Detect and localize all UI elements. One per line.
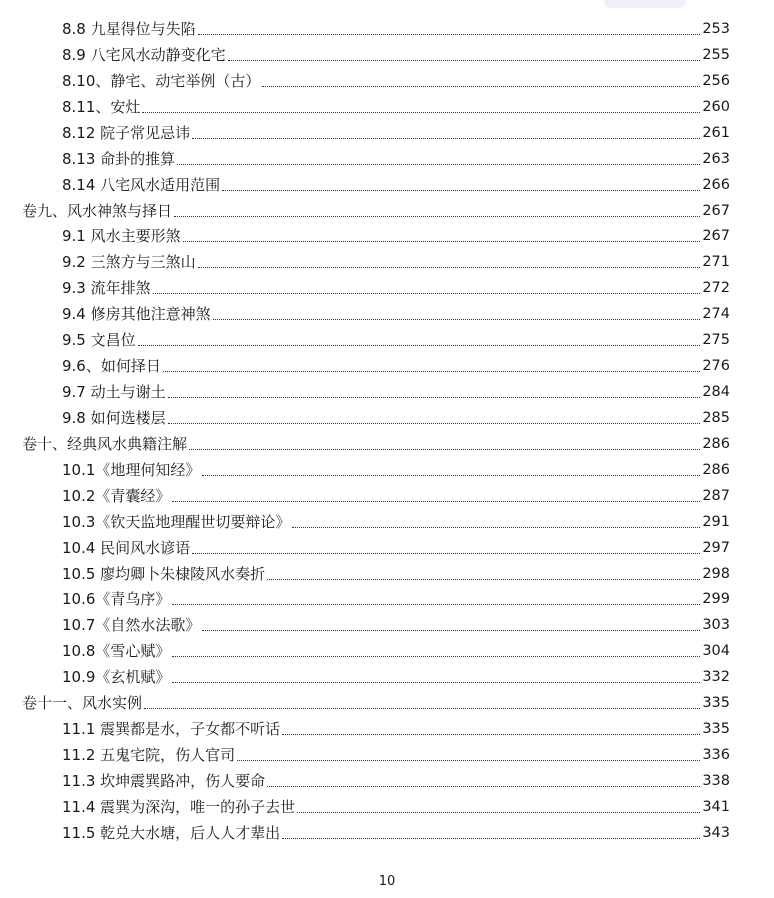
toc-entry[interactable] xyxy=(62,171,730,195)
dot-leader xyxy=(222,190,700,191)
dot-leader xyxy=(262,86,700,87)
dot-leader xyxy=(172,501,700,502)
dot-leader xyxy=(172,604,700,605)
toc-entry-page: 263 xyxy=(702,150,730,167)
toc-entry-page: 276 xyxy=(702,358,730,375)
toc-entry-page: 266 xyxy=(702,176,730,193)
toc-entry-page: 256 xyxy=(702,72,730,89)
toc-entry-label: 9.5 文昌位 xyxy=(62,331,136,350)
toc-entry[interactable] xyxy=(62,145,730,169)
toc-entry-page: 267 xyxy=(702,228,730,245)
toc-entry-page: 285 xyxy=(702,409,730,426)
toc-entry[interactable] xyxy=(62,300,730,324)
toc-entry[interactable] xyxy=(62,67,730,91)
dot-leader xyxy=(189,449,700,450)
toc-entry-label: 11.3 坎坤震巽路冲，伤人要命 xyxy=(62,771,266,790)
dot-leader xyxy=(172,656,700,657)
toc-entry-label: 卷十一、风水实例 xyxy=(22,694,143,713)
toc-entry-page: 271 xyxy=(702,254,730,271)
toc-entry-label: 10.3《钦天监地理醒世切要辩论》 xyxy=(62,512,291,531)
toc-entry-page: 272 xyxy=(702,280,730,297)
toc-entry[interactable] xyxy=(62,585,730,609)
toc-entry[interactable] xyxy=(62,222,730,246)
dot-leader xyxy=(213,319,701,320)
dot-leader xyxy=(153,293,701,294)
dot-leader xyxy=(198,34,701,35)
toc-entry-page: 261 xyxy=(702,124,730,141)
toc-entry-page: 343 xyxy=(702,824,730,841)
toc-entry-page: 275 xyxy=(702,332,730,349)
toc-entry-page: 255 xyxy=(702,46,730,63)
toc-entry-label: 9.8 如何选楼层 xyxy=(62,408,166,427)
toc-entry-page: 336 xyxy=(702,747,730,764)
toc-entry[interactable] xyxy=(62,560,730,584)
toc-entry[interactable] xyxy=(62,404,730,428)
dot-leader xyxy=(228,60,701,61)
toc-entry[interactable] xyxy=(62,767,730,791)
toc-entry[interactable] xyxy=(62,715,730,739)
toc-entry[interactable] xyxy=(62,274,730,298)
toc-entry[interactable] xyxy=(62,378,730,402)
toc-chapter-entry[interactable] xyxy=(22,689,730,713)
toc-entry-page: 335 xyxy=(702,721,730,738)
toc-entry[interactable] xyxy=(62,326,730,350)
toc-entry-page: 274 xyxy=(702,306,730,323)
toc-entry-label: 10.1《地理何知经》 xyxy=(62,460,201,479)
toc-entry-label: 10.7《自然水法歌》 xyxy=(62,616,201,635)
toc-entry-label: 卷九、风水神煞与择日 xyxy=(22,201,173,220)
toc-entry-label: 10.9《玄机赋》 xyxy=(62,668,171,687)
page-number: 10 xyxy=(378,874,396,889)
dot-leader xyxy=(144,708,700,709)
toc-entry-label: 9.1 风水主要形煞 xyxy=(62,227,181,246)
dot-leader xyxy=(297,812,700,813)
dot-leader xyxy=(292,527,700,528)
toc-entry-page: 341 xyxy=(702,798,730,815)
dot-leader xyxy=(138,345,701,346)
toc-entry-label: 9.3 流年排煞 xyxy=(62,279,151,298)
toc-entry-page: 299 xyxy=(702,591,730,608)
dot-leader xyxy=(282,838,700,839)
toc-entry[interactable] xyxy=(62,41,730,65)
toc-entry[interactable] xyxy=(62,819,730,843)
toc-entry-label: 8.8 九星得位与失陷 xyxy=(62,20,196,38)
toc-entry-page: 304 xyxy=(702,643,730,660)
toc-entry[interactable] xyxy=(62,93,730,117)
toc-entry-label: 9.4 修房其他注意神煞 xyxy=(62,305,211,324)
dot-leader xyxy=(163,371,700,372)
dot-leader xyxy=(202,475,700,476)
dot-leader xyxy=(168,423,701,424)
toc-entry-label: 11.4 震巽为深沟，唯一的孙子去世 xyxy=(62,797,296,816)
toc-entry-page: 287 xyxy=(702,487,730,504)
toc-entry[interactable] xyxy=(62,793,730,817)
toc-entry-label: 11.2 五鬼宅院，伤人官司 xyxy=(62,746,236,765)
toc-entry-page: 338 xyxy=(702,772,730,789)
toc-entry-label: 8.10、静宅、动宅举例（古） xyxy=(62,71,261,90)
toc-entry-label: 8.14 八宅风水适用范围 xyxy=(62,175,221,194)
toc-entry-page: 284 xyxy=(702,384,730,401)
dot-leader xyxy=(237,760,700,761)
dot-leader xyxy=(267,579,700,580)
toc-chapter-entry[interactable] xyxy=(22,197,730,221)
toc-entry-label: 卷十、经典风水典籍注解 xyxy=(22,434,188,453)
dot-leader xyxy=(267,786,700,787)
toc-entry-label: 9.6、如何择日 xyxy=(62,357,161,376)
toc-entry[interactable] xyxy=(62,482,730,506)
dot-leader xyxy=(183,241,701,242)
dot-leader xyxy=(174,216,700,217)
dot-leader xyxy=(177,164,700,165)
dot-leader xyxy=(172,682,700,683)
dot-leader xyxy=(202,630,700,631)
toc-entry-page: 291 xyxy=(702,513,730,530)
toc-entry[interactable] xyxy=(62,119,730,143)
dot-leader xyxy=(192,138,700,139)
toc-chapter-entry[interactable] xyxy=(22,430,730,454)
toc-entry-label: 9.7 动土与谢土 xyxy=(62,383,166,402)
toc-entry[interactable] xyxy=(62,637,730,661)
toc-entry[interactable] xyxy=(62,456,730,480)
toc-entry[interactable] xyxy=(62,352,730,376)
toc-entry-label: 11.1 震巽都是水，子女都不听话 xyxy=(62,720,281,739)
dot-leader xyxy=(142,112,700,113)
toc-entry[interactable] xyxy=(62,534,730,558)
toc-entry-page: 332 xyxy=(702,669,730,686)
toc-entry-label: 10.4 民间风水谚语 xyxy=(62,538,191,557)
toc-entry-label: 10.6《青乌序》 xyxy=(62,590,171,609)
toc-entry-label: 11.5 乾兑大水塘，后人人才辈出 xyxy=(62,823,281,842)
toc-entry[interactable] xyxy=(62,611,730,635)
toc-entry-label: 8.11、安灶 xyxy=(62,97,141,116)
dot-leader xyxy=(282,734,700,735)
toc-entry-label: 9.2 三煞方与三煞山 xyxy=(62,253,196,272)
toc-entry-page: 253 xyxy=(702,21,730,37)
dot-leader xyxy=(192,553,700,554)
toc-entry-label: 8.13 命卦的推算 xyxy=(62,149,176,168)
toc-entry[interactable] xyxy=(62,663,730,687)
toc-entry-page: 267 xyxy=(702,202,730,219)
toc-entry-page: 297 xyxy=(702,539,730,556)
dot-leader xyxy=(168,397,701,398)
toc-entry-page: 286 xyxy=(702,461,730,478)
toc-entry-label: 10.2《青囊经》 xyxy=(62,486,171,505)
toc-entry[interactable] xyxy=(62,248,730,272)
toc-entry-label: 10.5 廖均卿卜朱棣陵风水奏折 xyxy=(62,564,266,583)
dot-leader xyxy=(198,267,701,268)
toc-entry[interactable] xyxy=(62,508,730,532)
toc-entry-page: 260 xyxy=(702,98,730,115)
toc-entry-label: 8.9 八宅风水动静变化宅 xyxy=(62,45,226,64)
toc-entry[interactable] xyxy=(62,741,730,765)
toc-entry-label: 8.12 院子常见忌讳 xyxy=(62,123,191,142)
toc-entry-page: 286 xyxy=(702,435,730,452)
toc-entry-page: 298 xyxy=(702,565,730,582)
toc-entry[interactable] xyxy=(62,15,730,39)
toc-entry-label: 10.8《雪心赋》 xyxy=(62,642,171,661)
toc-entry-page: 303 xyxy=(702,617,730,634)
toc-entry-page: 335 xyxy=(702,695,730,712)
